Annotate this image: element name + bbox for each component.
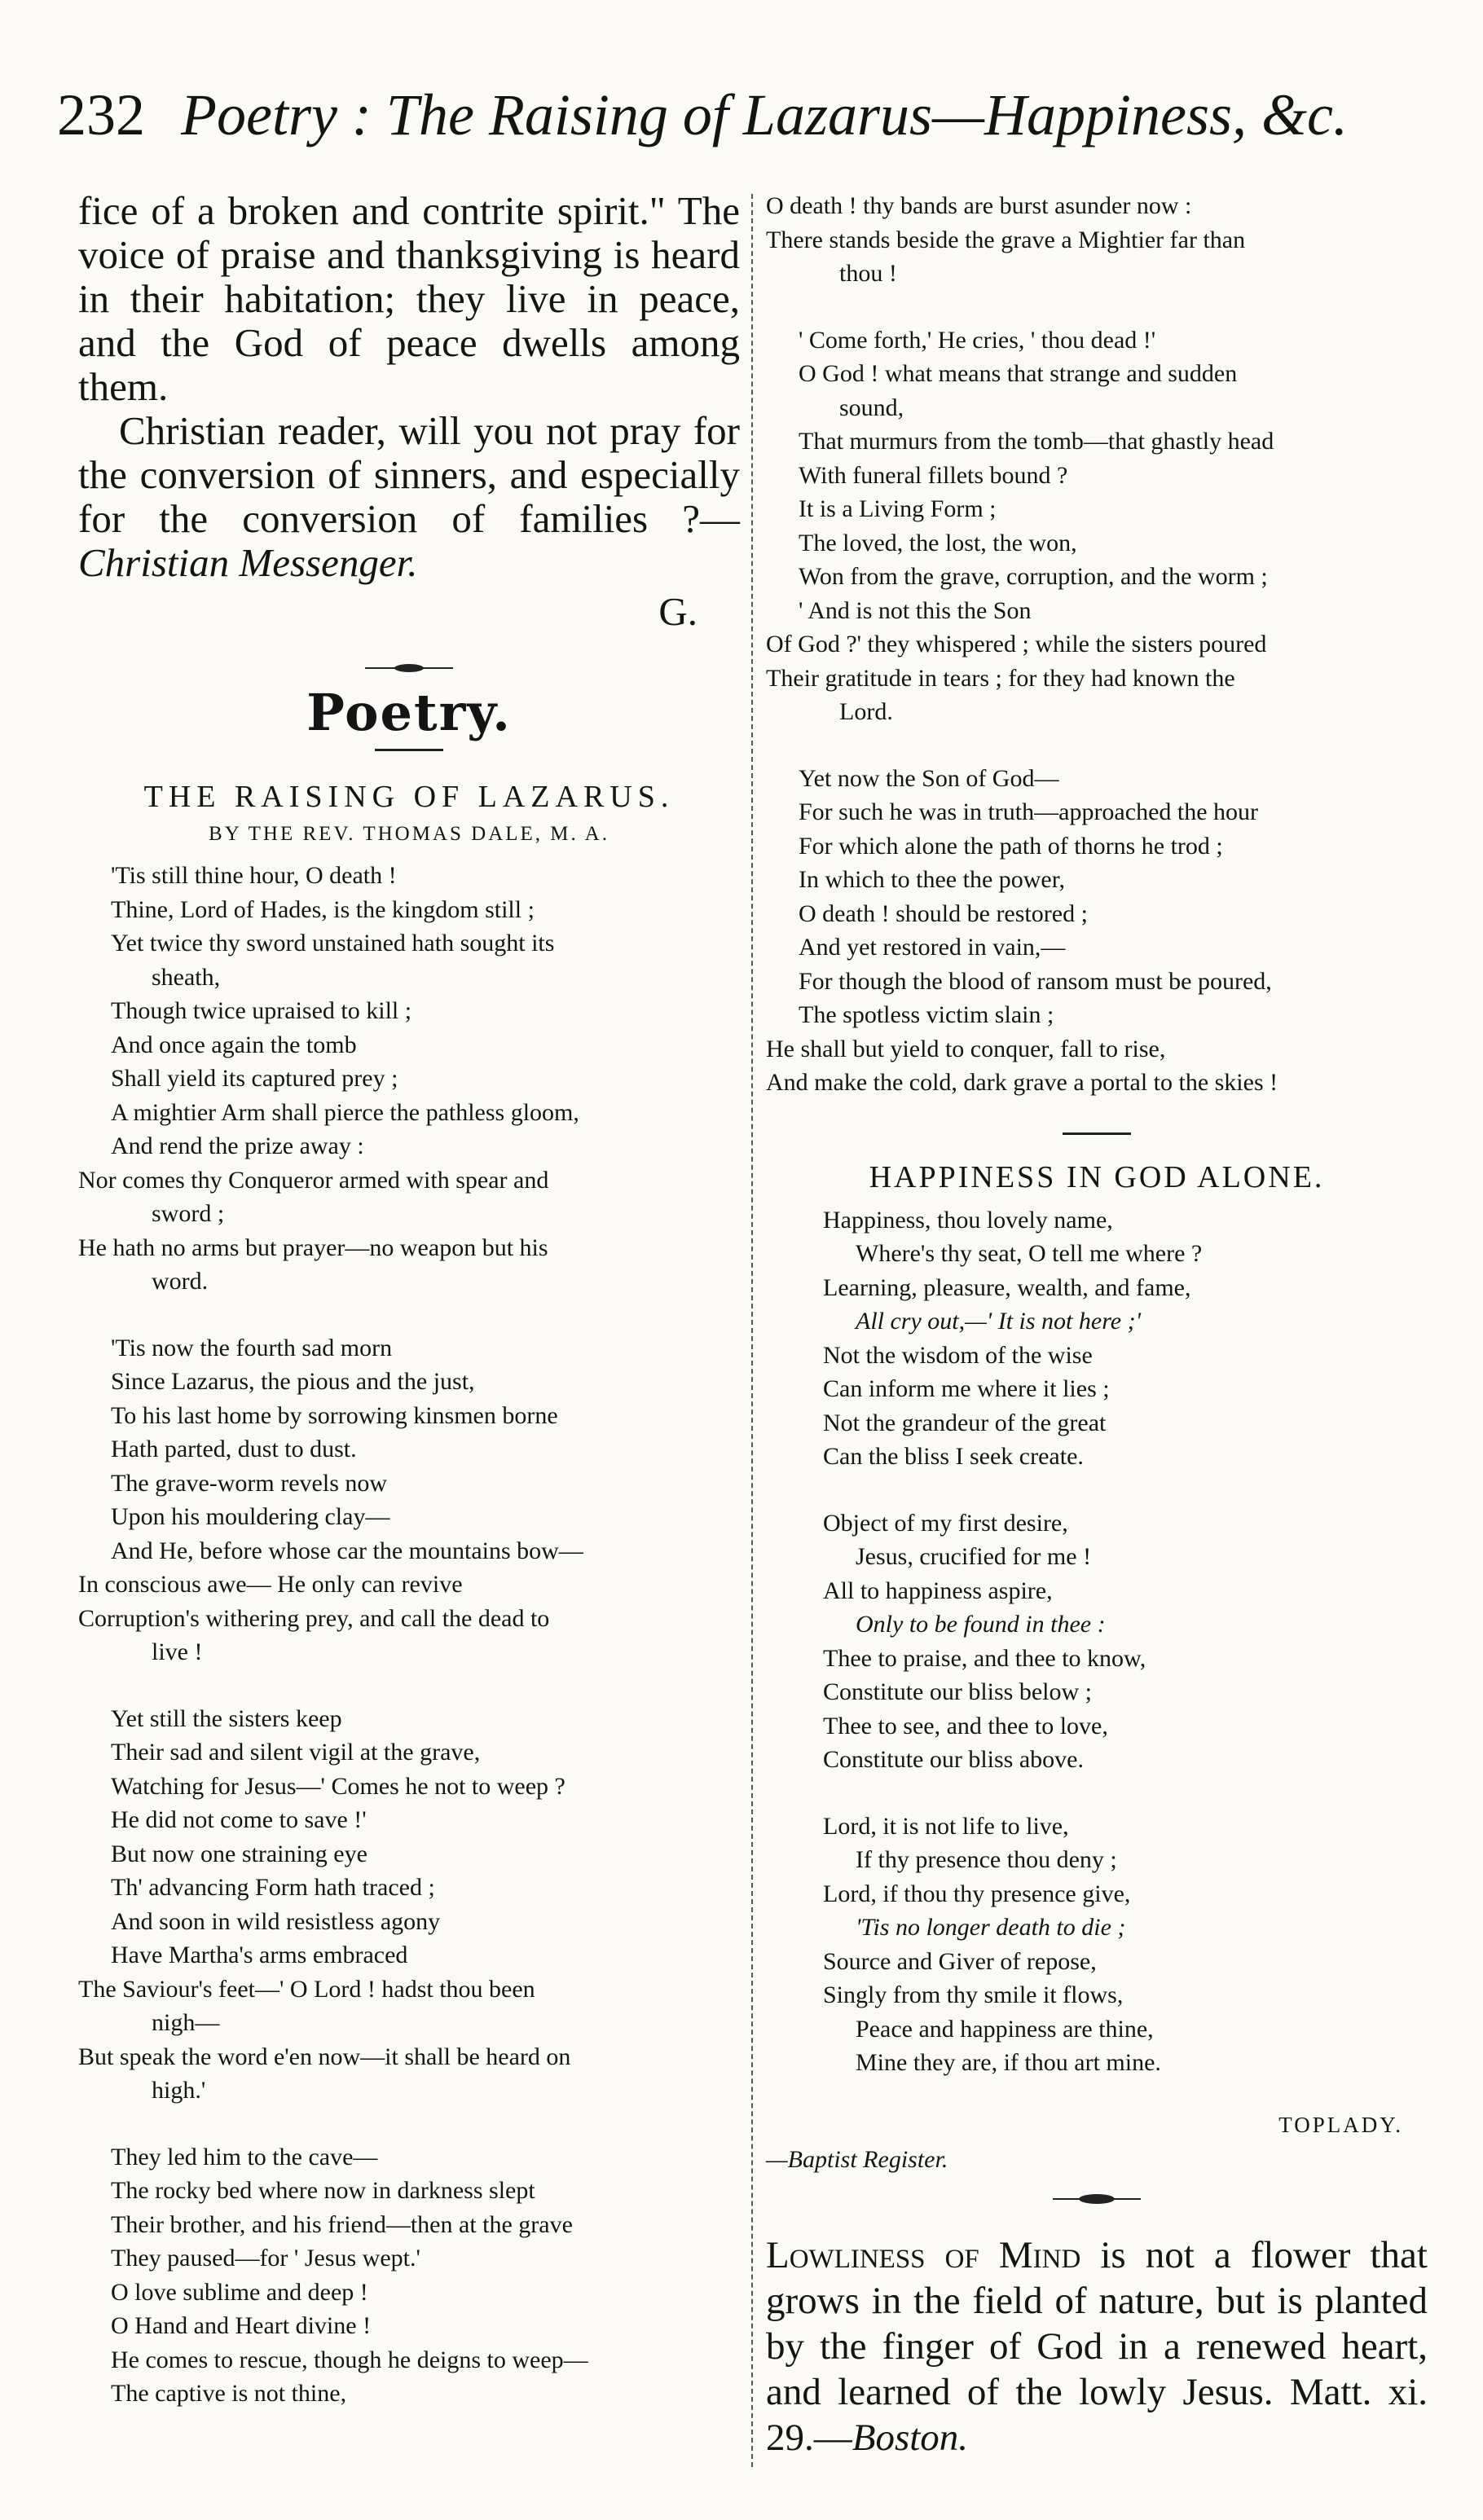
poem-line: Hath parted, dust to dust. bbox=[111, 1436, 357, 1462]
poem-line: Happiness, thou lovely name, bbox=[823, 1206, 1113, 1234]
signature: G. bbox=[658, 589, 697, 634]
poem-title-lazarus: THE RAISING OF LAZARUS. bbox=[143, 780, 675, 814]
poem-happiness bbox=[766, 1203, 1428, 2080]
section-heading: Poetry. bbox=[306, 683, 512, 742]
stanza bbox=[766, 323, 1428, 729]
poem-line: Mine they are, if thou art mine. bbox=[856, 2049, 1161, 2076]
poem-line: Th' advancing Form hath traced ; bbox=[111, 1874, 435, 1901]
page-number: 232 bbox=[57, 82, 145, 147]
poem-line: Though twice upraised to kill ; bbox=[111, 997, 412, 1024]
poem-line: The spotless victim slain ; bbox=[799, 1001, 1054, 1028]
poem-line: Thee to praise, and thee to know, bbox=[823, 1644, 1146, 1672]
poem-line: Yet still the sisters keep bbox=[111, 1704, 342, 1732]
poem-line: Constitute our bliss above. bbox=[823, 1746, 1084, 1773]
poem-lazarus-part-2 bbox=[766, 189, 1428, 1100]
poem-line: He shall but yield to conquer, fall to rise, bbox=[766, 1035, 1166, 1062]
poem-line: But speak the word e'en now—it shall be heard on bbox=[78, 2043, 571, 2070]
prose-paragraph-1: fice of a broken and contrite spirit." The voice of praise and thanksgiving is heard in their habitation; they live in peace, and the God of peace dwells among them. bbox=[78, 188, 740, 409]
poem-line: He hath no arms but prayer—no weapon but his bbox=[78, 1234, 548, 1261]
poem-line: Of God ?' they whispered ; while the sisters poured bbox=[766, 631, 1267, 657]
poem-line: The grave-worm revels now bbox=[111, 1469, 388, 1497]
poem-line: There stands beside the grave a Mightier far than bbox=[766, 226, 1246, 253]
stanza bbox=[78, 859, 740, 1299]
poem-line: Not the wisdom of the wise bbox=[823, 1341, 1093, 1369]
poem-line: The captive is not thine, bbox=[111, 2380, 347, 2407]
poem-line: And yet restored in vain,— bbox=[799, 934, 1066, 961]
poem-line: And He, before whose car the mountains bow— bbox=[111, 1537, 583, 1564]
poem-line: Can inform me where it lies ; bbox=[823, 1375, 1110, 1402]
poem-line: Have Martha's arms embraced bbox=[111, 1942, 408, 1968]
poem-line: For which alone the path of thorns he trod ; bbox=[799, 832, 1223, 860]
poem-line: With funeral fillets bound ? bbox=[799, 461, 1068, 489]
poem-line: live ! bbox=[152, 1638, 203, 1665]
poem-line: They paused—for ' Jesus wept.' bbox=[111, 2245, 420, 2272]
poem-line: He comes to rescue, though he deigns to weep— bbox=[111, 2346, 588, 2373]
poem-line: Jesus, crucified for me ! bbox=[856, 1543, 1092, 1570]
closing-prose bbox=[78, 189, 740, 634]
poem-line: Singly from thy smile it flows, bbox=[823, 1981, 1124, 2008]
poem-line: Their brother, and his friend—then at the grave bbox=[111, 2210, 573, 2238]
poem-line: For though the blood of ransom must be poured, bbox=[799, 967, 1272, 995]
lowliness-lead: Lowliness of Mind bbox=[766, 2233, 1081, 2276]
ornament-icon bbox=[360, 658, 458, 678]
poem-line: All cry out,—' It is not here ;' bbox=[856, 1308, 1141, 1335]
poem-line: Won from the grave, corruption, and the worm ; bbox=[799, 563, 1268, 590]
running-header bbox=[57, 82, 1426, 147]
poem-line: Not the grandeur of the great bbox=[823, 1409, 1107, 1436]
poem-line: And rend the prize away : bbox=[111, 1132, 364, 1159]
poem-line: Can the bliss I seek create. bbox=[823, 1443, 1084, 1470]
poem-line: Yet twice thy sword unstained hath sought its bbox=[111, 930, 555, 957]
lowliness-paragraph bbox=[766, 2232, 1428, 2461]
ornament-icon bbox=[1048, 2190, 1146, 2208]
poem-line: Upon his mouldering clay— bbox=[111, 1503, 390, 1530]
poem-line: They led him to the cave— bbox=[111, 2143, 378, 2170]
poem-line: Source and Giver of repose, bbox=[823, 1947, 1097, 1975]
poem-line: O Hand and Heart divine ! bbox=[111, 2312, 372, 2339]
poem-line: All to happiness aspire, bbox=[823, 1577, 1053, 1604]
column-divider bbox=[751, 194, 753, 2467]
poem-line: The rocky bed where now in darkness slept bbox=[111, 2177, 535, 2204]
poem-line: Thine, Lord of Hades, is the kingdom still ; bbox=[111, 895, 535, 923]
stanza bbox=[766, 1810, 1428, 2080]
poem-line: Where's thy seat, O tell me where ? bbox=[856, 1240, 1203, 1267]
poem-line: Learning, pleasure, wealth, and fame, bbox=[823, 1273, 1191, 1301]
poem-byline: BY THE REV. THOMAS DALE, M. A. bbox=[209, 823, 609, 845]
poem-line: In which to thee the power, bbox=[799, 866, 1066, 893]
poem-title-happiness: HAPPINESS IN GOD ALONE. bbox=[869, 1159, 1325, 1194]
poem-line: Lord. bbox=[839, 698, 893, 725]
poem-line: That murmurs from the tomb—that ghastly head bbox=[799, 428, 1274, 455]
poem-line: If thy presence thou deny ; bbox=[856, 1846, 1117, 1873]
poem-lazarus-part-1 bbox=[78, 859, 740, 2411]
poem-line: O death ! should be restored ; bbox=[799, 899, 1088, 927]
poem-line: O God ! what means that strange and sudden bbox=[799, 360, 1238, 387]
poem-line: And soon in wild resistless agony bbox=[111, 1907, 441, 1935]
poem-line: The loved, the lost, the won, bbox=[799, 529, 1077, 556]
poem-line: 'Tis still thine hour, O death ! bbox=[111, 862, 397, 889]
poem-line: It is a Living Form ; bbox=[799, 495, 997, 522]
poem-line: Their gratitude in tears ; for they had known the bbox=[766, 664, 1235, 692]
poem-line: 'Tis now the fourth sad morn bbox=[111, 1334, 393, 1361]
poem-line: Only to be found in thee : bbox=[856, 1611, 1106, 1638]
poem-credit: —Baptist Register. bbox=[766, 2145, 948, 2173]
poem-line: Nor comes thy Conqueror armed with spear and bbox=[78, 1166, 549, 1194]
poem-line: Corruption's withering prey, and call the dead to bbox=[78, 1604, 550, 1632]
poem-line: Yet now the Son of God— bbox=[799, 764, 1059, 792]
prose-paragraph-2 bbox=[78, 409, 740, 585]
poem-line: word. bbox=[152, 1268, 209, 1295]
poem-line: ' Come forth,' He cries, ' thou dead !' bbox=[799, 326, 1156, 354]
stanza bbox=[766, 1506, 1428, 1777]
poem-line: But now one straining eye bbox=[111, 1840, 367, 1867]
poem-line: The Saviour's feet—' O Lord ! hadst thou been bbox=[78, 1975, 535, 2003]
poem-author: TOPLADY. bbox=[1278, 2112, 1403, 2137]
prose-source: Christian Messenger. bbox=[78, 540, 418, 585]
poem-line: For such he was in truth—approached the hour bbox=[799, 798, 1259, 825]
stanza bbox=[78, 2140, 740, 2411]
poem-line: O love sublime and deep ! bbox=[111, 2278, 368, 2306]
poem-line: Since Lazarus, the pious and the just, bbox=[111, 1368, 475, 1395]
poem-line: high.' bbox=[152, 2077, 206, 2104]
poem-separator-rule bbox=[1063, 1132, 1131, 1135]
stanza bbox=[78, 1331, 740, 1669]
poem-line: And once again the tomb bbox=[111, 1031, 357, 1058]
poem-line: thou ! bbox=[839, 260, 897, 287]
prose-paragraph-2-text: Christian reader, will you not pray for the conversion of sinners, and especially for the conversion of families ?— bbox=[78, 408, 740, 541]
poem-line: sword ; bbox=[152, 1200, 225, 1227]
poem-line: In conscious awe— He only can revive bbox=[78, 1571, 463, 1598]
poem-line: Peace and happiness are thine, bbox=[856, 2015, 1154, 2043]
poem-line: He did not come to save !' bbox=[111, 1806, 367, 1833]
heading-rule bbox=[375, 749, 443, 751]
poem-line: O death ! thy bands are burst asunder now : bbox=[766, 192, 1192, 219]
running-title: Poetry : The Raising of Lazarus—Happiness, &c. bbox=[181, 82, 1348, 147]
poem-line: 'Tis no longer death to die ; bbox=[856, 1914, 1126, 1941]
poem-line: Thee to see, and thee to love, bbox=[823, 1712, 1108, 1739]
poem-line: nigh— bbox=[152, 2009, 220, 2036]
poem-line: Constitute our bliss below ; bbox=[823, 1678, 1092, 1705]
poem-line: And make the cold, dark grave a portal to the skies ! bbox=[766, 1069, 1278, 1096]
poem-line: Shall yield its captured prey ; bbox=[111, 1065, 398, 1092]
poem-line: sheath, bbox=[152, 963, 221, 991]
poem-line: Object of my first desire, bbox=[823, 1509, 1068, 1537]
poem-line: A mightier Arm shall pierce the pathless gloom, bbox=[111, 1098, 579, 1126]
poem-line: Lord, if thou thy presence give, bbox=[823, 1880, 1131, 1907]
poem-line: ' And is not this the Son bbox=[799, 596, 1032, 624]
poem-line: To his last home by sorrowing kinsmen borne bbox=[111, 1401, 558, 1429]
stanza bbox=[766, 1203, 1428, 1474]
poem-line: Their sad and silent vigil at the grave, bbox=[111, 1739, 481, 1766]
poem-line: Lord, it is not life to live, bbox=[823, 1812, 1069, 1840]
lowliness-text: is not a flower that grows in the field of nature, but is planted by the finger of God in a renewed heart, and learned of the lowly Jesus. Matt. xi. 29.— bbox=[766, 2233, 1428, 2459]
poem-line: sound, bbox=[839, 394, 904, 421]
left-column bbox=[78, 189, 740, 2443]
stanza bbox=[78, 1702, 740, 2108]
poem-line: Watching for Jesus—' Comes he not to weep ? bbox=[111, 1772, 565, 1800]
stanza bbox=[766, 762, 1428, 1100]
stanza bbox=[766, 189, 1428, 291]
lowliness-source: Boston. bbox=[852, 2416, 969, 2459]
right-column bbox=[766, 189, 1428, 2461]
